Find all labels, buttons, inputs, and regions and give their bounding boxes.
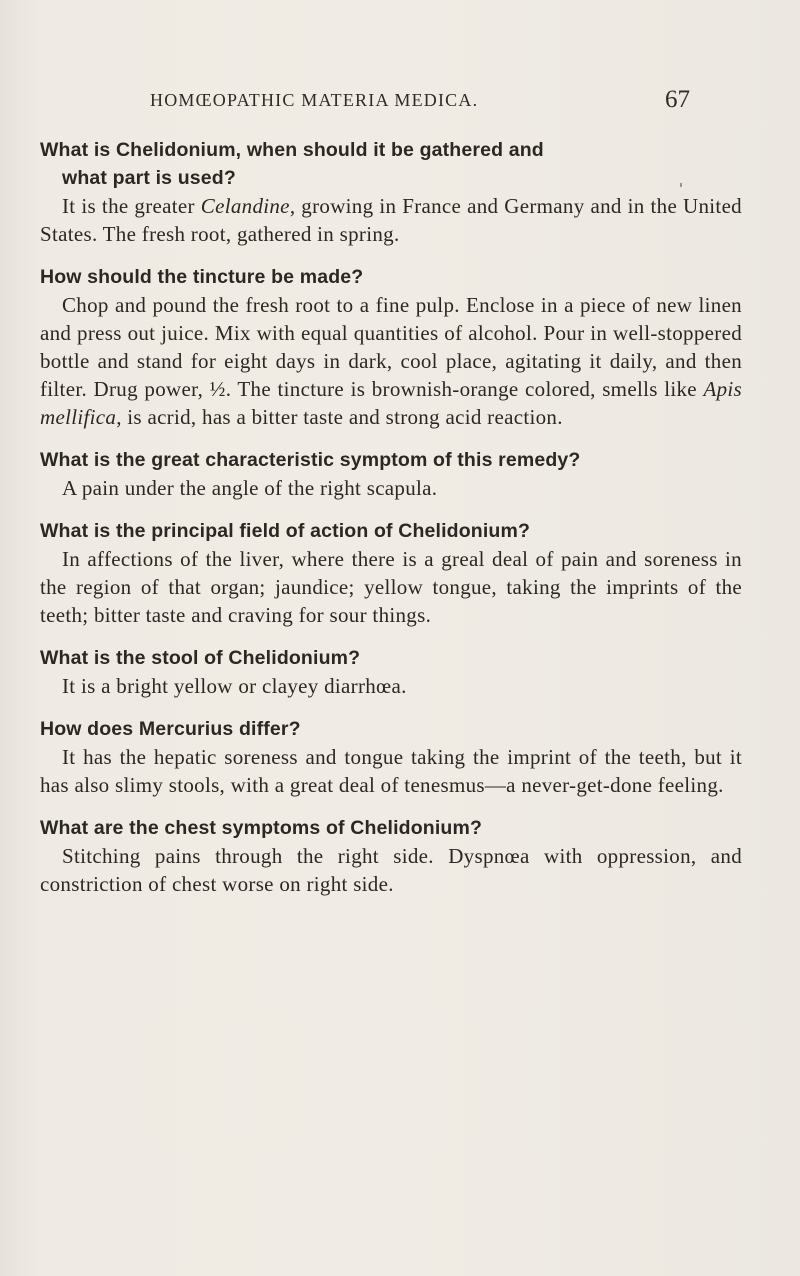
question: How should the tincture be made? bbox=[40, 266, 364, 288]
answer-text: , growing in France and Germany and in the United States. The fresh root, gathered in spring. bbox=[40, 194, 742, 246]
question: What is the great characteristic symptom of this remedy? bbox=[40, 449, 581, 471]
answer-italic-term: Apis mellifica bbox=[40, 377, 742, 429]
answer-text: It is the greater bbox=[62, 194, 201, 218]
question: How does Mercurius differ? bbox=[40, 718, 301, 740]
answer: In affections of the liver, where there is a greal deal of pain and soreness in the region of that organ; jaundice; yellow tongue, taking the imprints of the teeth; bitter taste and craving for sour things. bbox=[40, 547, 742, 627]
question: What is the principal field of action of Chelidonium? bbox=[40, 520, 531, 542]
qa-entry-4 bbox=[40, 517, 742, 629]
qa-entry-5 bbox=[40, 644, 742, 700]
answer-text: , is acrid, has a bitter taste and strong acid reaction. bbox=[116, 405, 563, 429]
answer bbox=[40, 291, 742, 431]
question-line: What is Chelidonium, when should it be gathered and bbox=[40, 139, 544, 161]
answer bbox=[40, 192, 742, 248]
answer: It has the hepatic soreness and tongue taking the imprint of the teeth, but it has also slimy stools, with a great deal of tenesmus—a never-get-done feeling. bbox=[40, 745, 742, 797]
answer-italic-term: Celandine bbox=[200, 194, 290, 218]
running-title: HOMŒOPATHIC MATERIA MEDICA. bbox=[150, 90, 479, 110]
question: What are the chest symptoms of Chelidonium? bbox=[40, 817, 483, 839]
page-number: 67 bbox=[665, 86, 690, 113]
page-body bbox=[40, 136, 742, 913]
qa-entry-1 bbox=[40, 136, 742, 248]
answer: It is a bright yellow or clayey diarrhœa. bbox=[62, 674, 407, 698]
qa-entry-2 bbox=[40, 263, 742, 431]
question bbox=[40, 136, 742, 192]
qa-entry-7 bbox=[40, 814, 742, 898]
answer: Stitching pains through the right side. Dyspnœa with oppression, and constriction of chest worse on right side. bbox=[40, 844, 742, 896]
question: What is the stool of Chelidonium? bbox=[40, 647, 361, 669]
answer: A pain under the angle of the right scapula. bbox=[62, 476, 438, 500]
question-line: what part is used? bbox=[62, 167, 236, 189]
qa-entry-6 bbox=[40, 715, 742, 799]
qa-entry-3 bbox=[40, 446, 742, 502]
answer-text: Chop and pound the fresh root to a fine pulp. Enclose in a piece of new linen and press out juice. Mix with equal quantities of alcohol. Pour in well-stoppered bottle and stand for eight days in dark, cool place, agitating it daily, and then filter. Drug power, ½. The tincture is brownish-orange colored, smells like bbox=[40, 293, 742, 401]
